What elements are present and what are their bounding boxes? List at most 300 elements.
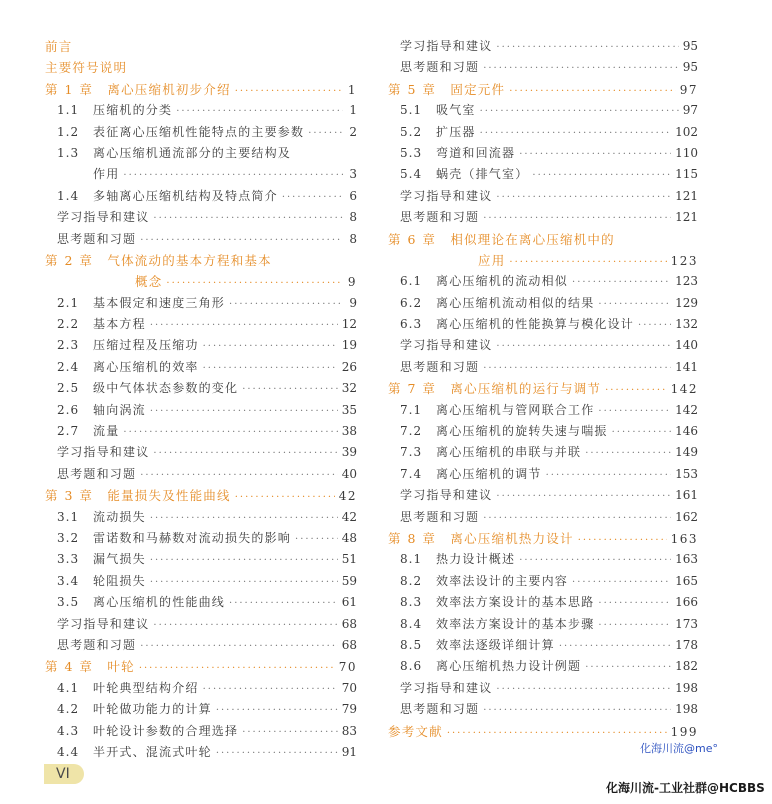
entry-title: 多轴离心压缩机结构及特点简介: [93, 188, 278, 203]
page-ref: 149: [675, 445, 698, 460]
entry-title: 基本方程: [93, 317, 146, 332]
entry-title: 思考题和习题: [400, 359, 480, 374]
toc-entry: [388, 271, 698, 292]
toc-entry: [388, 335, 698, 356]
section-number: 4.2: [57, 702, 80, 717]
entry-title: 吸气室: [436, 103, 476, 118]
entry-title: 弯道和回流器: [436, 145, 516, 160]
entry-title: 压缩过程及压缩功: [93, 338, 199, 353]
entry-title: 思考题和习题: [57, 231, 137, 246]
entry-title: 固定元件: [450, 81, 506, 97]
chapter-number: 第 5 章: [388, 81, 437, 97]
toc-entry: [45, 442, 357, 463]
toc-front-entry: [45, 57, 357, 78]
toc-entry: [388, 485, 698, 506]
toc-entry: [45, 186, 357, 207]
section-number: 1.3: [57, 145, 80, 160]
page-ref: 198: [675, 702, 698, 717]
section-number: 1.2: [57, 124, 80, 139]
page-ref: 12: [341, 317, 357, 332]
page-ref: 146: [675, 424, 698, 439]
entry-title: 离心压缩机的性能换算与模化设计: [436, 317, 635, 332]
toc-entry: [388, 36, 698, 57]
toc-entry: [45, 271, 357, 292]
entry-title: 基本假定和速度三角形: [93, 295, 226, 310]
page-ref: 97: [682, 103, 698, 118]
dot-leader: [598, 401, 671, 421]
page-ref: 199: [670, 724, 698, 739]
page-ref: 59: [341, 573, 357, 588]
page-ref: 129: [675, 295, 698, 310]
dot-leader: [480, 123, 671, 143]
page-ref: 48: [341, 530, 357, 545]
toc-entry: [45, 592, 357, 613]
dot-leader: [242, 722, 338, 742]
page-ref: 42: [338, 489, 357, 504]
dot-leader: [578, 530, 667, 549]
entry-title: 雷诺数和马赫数对流动损失的影响: [93, 530, 292, 545]
page-ref: 19: [341, 338, 357, 353]
dot-leader: [483, 700, 671, 720]
page-ref: 2: [349, 124, 357, 139]
entry-title: 离心压缩机热力设计: [450, 530, 574, 546]
toc-entry: [45, 507, 357, 528]
page-ref: 166: [675, 595, 698, 610]
section-number: 5.1: [400, 103, 423, 118]
section-number: 2.3: [57, 338, 80, 353]
dot-leader: [308, 123, 343, 143]
toc-entry: [45, 464, 357, 485]
dot-leader: [546, 465, 671, 485]
section-number: 8.6: [400, 659, 423, 674]
page-ref: 38: [341, 424, 357, 439]
page-ref: 132: [675, 317, 698, 332]
toc-entry: [388, 314, 698, 335]
toc-entry: [388, 164, 698, 185]
toc-entry: [45, 378, 357, 399]
toc-entry: [388, 614, 698, 635]
toc-entry: [388, 442, 698, 463]
entry-title: 思考题和习题: [400, 702, 480, 717]
chapter-number: 第 4 章: [45, 659, 94, 675]
dot-leader: [598, 294, 671, 314]
page-ref: 123: [675, 274, 698, 289]
dot-leader: [496, 37, 678, 57]
toc-chapter-entry: [388, 721, 698, 742]
entry-title: 学习指导和建议: [400, 39, 493, 53]
section-number: 5.2: [400, 124, 423, 139]
toc-entry: [45, 164, 357, 185]
entry-title: 流动损失: [93, 509, 146, 524]
entry-title: 效率法方案设计的基本思路: [436, 595, 595, 610]
page-ref: 68: [341, 637, 357, 652]
page-ref: 142: [670, 382, 698, 397]
section-number: 3.4: [57, 573, 80, 588]
toc-entry: [388, 186, 698, 207]
dot-leader: [638, 315, 671, 335]
toc-chapter-entry: [388, 528, 698, 549]
entry-title: 离心压缩机的调节: [436, 466, 542, 481]
toc-entry: [45, 635, 357, 656]
chapter-number: 第 6 章: [388, 231, 437, 247]
toc-right-column: [388, 36, 698, 742]
watermark-signature: 化海川流@me°: [640, 742, 718, 755]
toc-entry: [45, 571, 357, 592]
entry-title: 轮阻损失: [93, 573, 146, 588]
page-ref: 70: [341, 680, 357, 695]
chapter-number: 第 1 章: [45, 81, 94, 97]
toc-entry: [388, 464, 698, 485]
toc-chapter-entry: [388, 378, 698, 399]
dot-leader: [150, 508, 338, 528]
toc-entry: [388, 635, 698, 656]
entry-title: 离心压缩机初步介绍: [107, 81, 231, 97]
toc-front-entry: [45, 36, 357, 57]
dot-leader: [123, 422, 337, 442]
page-ref: 123: [670, 253, 698, 268]
toc-entry: [388, 549, 698, 570]
page-ref: 9: [347, 275, 357, 290]
dot-leader: [150, 550, 338, 570]
section-number: 8.2: [400, 573, 423, 588]
toc-left-column: [45, 36, 357, 763]
toc-chapter-entry: [45, 485, 357, 506]
dot-leader: [229, 294, 343, 314]
entry-title: 主要符号说明: [45, 60, 128, 76]
dot-leader: [140, 636, 338, 656]
entry-title: 叶轮设计参数的合理选择: [93, 723, 239, 738]
toc-entry: [388, 421, 698, 442]
entry-title: 蜗壳（排气室）: [436, 167, 529, 182]
page-ref: 162: [675, 509, 698, 524]
entry-title: 学习指导和建议: [400, 488, 493, 503]
toc-entry: [45, 122, 357, 143]
section-number: 2.7: [57, 424, 80, 439]
dot-leader: [166, 273, 343, 292]
entry-title: 应用: [478, 252, 506, 268]
dot-leader: [483, 508, 671, 528]
section-number: 1.1: [57, 103, 80, 118]
dot-leader: [572, 272, 671, 292]
entry-title: 叶轮: [107, 659, 135, 675]
toc-entry: [45, 678, 357, 699]
dot-leader: [598, 615, 671, 635]
section-number: 1.4: [57, 188, 80, 203]
entry-title: 离心压缩机流动相似的结果: [436, 295, 595, 310]
toc-entry: [45, 699, 357, 720]
section-number: 2.4: [57, 359, 80, 374]
dot-leader: [483, 58, 679, 78]
section-number: 7.4: [400, 466, 423, 481]
dot-leader: [612, 422, 671, 442]
dot-leader: [496, 486, 671, 506]
dot-leader: [139, 658, 335, 677]
page-ref: 1: [349, 103, 357, 118]
page-ref: 9: [349, 295, 357, 310]
page-ref: 61: [341, 595, 357, 610]
page-ref: 95: [682, 39, 698, 53]
dot-leader: [605, 380, 666, 399]
page-number: VI: [44, 764, 84, 784]
page-ref: 68: [341, 616, 357, 631]
dot-leader: [480, 101, 679, 121]
dot-leader: [447, 723, 667, 742]
toc-entry: [45, 614, 357, 635]
dot-leader: [153, 208, 343, 228]
entry-title: 级中气体状态参数的变化: [93, 381, 239, 396]
page-ref: 115: [675, 167, 698, 182]
toc-entry: [388, 571, 698, 592]
entry-title: 学习指导和建议: [57, 616, 150, 631]
dot-leader: [585, 657, 671, 677]
dot-leader: [140, 230, 343, 250]
toc-entry: [388, 100, 698, 121]
section-number: 3.2: [57, 530, 80, 545]
dot-leader: [203, 679, 338, 699]
entry-title: 相似理论在离心压缩机中的: [450, 231, 615, 247]
toc-entry: [45, 100, 357, 121]
entry-title: 思考题和习题: [57, 466, 137, 481]
page-ref: 102: [675, 124, 698, 139]
toc-entry: [388, 143, 698, 164]
toc-entry: [45, 357, 357, 378]
toc-entry: [45, 421, 357, 442]
section-number: 4.1: [57, 680, 80, 695]
dot-leader: [203, 336, 338, 356]
toc-chapter-entry: [388, 79, 698, 100]
section-number: 2.1: [57, 295, 80, 310]
dot-leader: [216, 700, 338, 720]
dot-leader: [123, 165, 343, 185]
page-ref: 40: [341, 466, 357, 481]
toc-entry: [388, 592, 698, 613]
page-ref: 6: [349, 188, 357, 203]
page-ref: 141: [675, 359, 698, 374]
toc-entry: [388, 122, 698, 143]
dot-leader: [153, 443, 337, 463]
page-ref: 3: [349, 167, 357, 182]
page-ref: 70: [338, 660, 357, 675]
toc-entry: [45, 549, 357, 570]
dot-leader: [235, 81, 343, 100]
page-ref: 35: [341, 402, 357, 417]
page-ref: 79: [341, 702, 357, 717]
entry-title: 思考题和习题: [400, 210, 480, 225]
page-ref: 182: [675, 659, 698, 674]
page-ref: 8: [349, 210, 357, 225]
entry-title: 能量损失及性能曲线: [107, 488, 231, 504]
section-number: 3.3: [57, 552, 80, 567]
entry-title: 作用: [93, 167, 120, 182]
section-number: 5.4: [400, 167, 423, 182]
toc-entry: [388, 57, 698, 78]
entry-title: 效率法方案设计的基本步骤: [436, 616, 595, 631]
dot-leader: [598, 593, 671, 613]
page-ref: 178: [675, 637, 698, 652]
dot-leader: [150, 572, 338, 592]
entry-title: 参考文献: [388, 723, 443, 739]
toc-entry: [388, 207, 698, 228]
page-ref: 8: [349, 231, 357, 246]
section-number: 6.3: [400, 317, 423, 332]
section-number: 8.1: [400, 552, 423, 567]
entry-title: 叶轮典型结构介绍: [93, 680, 199, 695]
dot-leader: [509, 252, 666, 271]
page-ref: 95: [682, 60, 698, 75]
page-ref: 163: [675, 552, 698, 567]
section-number: 4.4: [57, 744, 80, 759]
section-number: 3.5: [57, 595, 80, 610]
entry-title: 前言: [45, 39, 73, 54]
page-ref: 153: [675, 466, 698, 481]
section-number: 4.3: [57, 723, 80, 738]
entry-title: 漏气损失: [93, 552, 146, 567]
dot-leader: [496, 187, 671, 207]
page-ref: 1: [347, 82, 357, 97]
entry-title: 离心压缩机的效率: [93, 359, 199, 374]
dot-leader: [229, 593, 338, 613]
entry-title: 学习指导和建议: [57, 445, 150, 460]
entry-title: 半开式、混流式叶轮: [93, 744, 212, 759]
toc-chapter-entry: [388, 229, 698, 250]
section-number: 8.4: [400, 616, 423, 631]
toc-entry: [388, 699, 698, 720]
toc-entry: [388, 250, 698, 271]
dot-leader: [216, 743, 338, 763]
page-ref: 110: [675, 145, 698, 160]
page-ref: 39: [341, 445, 357, 460]
dot-leader: [176, 101, 343, 121]
entry-title: 离心压缩机的性能曲线: [93, 595, 226, 610]
entry-title: 气体流动的基本方程和基本: [107, 252, 272, 268]
toc-entry: [388, 293, 698, 314]
dot-leader: [295, 529, 338, 549]
entry-title: 离心压缩机通流部分的主要结构及: [93, 145, 292, 160]
dot-leader: [509, 81, 676, 100]
entry-title: 离心压缩机的流动相似: [436, 274, 569, 289]
dot-leader: [140, 465, 338, 485]
dot-leader: [519, 550, 671, 570]
page-ref: 140: [675, 338, 698, 353]
dot-leader: [559, 636, 671, 656]
page-ref: 32: [341, 381, 357, 396]
toc-entry: [45, 229, 357, 250]
toc-entry: [45, 335, 357, 356]
section-number: 8.5: [400, 637, 423, 652]
toc-entry: [45, 528, 357, 549]
toc-entry: [45, 721, 357, 742]
section-number: 7.2: [400, 424, 423, 439]
toc-chapter-entry: [45, 656, 357, 677]
dot-leader: [483, 358, 671, 378]
entry-title: 学习指导和建议: [57, 210, 150, 225]
dot-leader: [150, 401, 338, 421]
entry-title: 离心压缩机的串联与并联: [436, 445, 582, 460]
toc-entry: [388, 507, 698, 528]
toc-entry: [45, 207, 357, 228]
page-ref: 142: [675, 402, 698, 417]
toc-chapter-entry: [45, 250, 357, 271]
entry-title: 效率法逐级详细计算: [436, 637, 555, 652]
dot-leader: [496, 336, 671, 356]
toc-entry: [45, 742, 357, 763]
entry-title: 概念: [135, 274, 163, 290]
section-number: 7.3: [400, 445, 423, 460]
page-ref: 26: [341, 359, 357, 374]
page-ref: 198: [675, 680, 698, 695]
section-number: 6.2: [400, 295, 423, 310]
entry-title: 扩压器: [436, 124, 476, 139]
entry-title: 思考题和习题: [400, 509, 480, 524]
entry-title: 效率法设计的主要内容: [436, 573, 569, 588]
watermark-site: 化海川流-工业社群@HCBBS: [606, 781, 765, 795]
dot-leader: [519, 144, 671, 164]
dot-leader: [153, 615, 337, 635]
toc-entry: [388, 357, 698, 378]
section-number: 5.3: [400, 145, 423, 160]
page-ref: 91: [341, 744, 357, 759]
entry-title: 热力设计概述: [436, 552, 516, 567]
entry-title: 离心压缩机热力设计例题: [436, 659, 582, 674]
page-ref: 83: [341, 723, 357, 738]
page-ref: 163: [670, 531, 698, 546]
entry-title: 离心压缩机的旋转失速与喘振: [436, 424, 608, 439]
chapter-number: 第 7 章: [388, 381, 437, 397]
entry-title: 压缩机的分类: [93, 103, 173, 118]
toc-entry: [45, 293, 357, 314]
page-ref: 173: [675, 616, 698, 631]
chapter-number: 第 3 章: [45, 488, 94, 504]
dot-leader: [585, 443, 671, 463]
entry-title: 学习指导和建议: [400, 188, 493, 203]
section-number: 6.1: [400, 274, 423, 289]
page-ref: 97: [679, 82, 698, 97]
dot-leader: [483, 208, 671, 228]
entry-title: 学习指导和建议: [400, 338, 493, 353]
section-number: 2.6: [57, 402, 80, 417]
chapter-number: 第 8 章: [388, 530, 437, 546]
dot-leader: [496, 679, 671, 699]
section-number: 7.1: [400, 402, 423, 417]
entry-title: 学习指导和建议: [400, 680, 493, 695]
dot-leader: [242, 379, 338, 399]
entry-title: 离心压缩机与管网联合工作: [436, 402, 595, 417]
page-ref: 51: [341, 552, 357, 567]
section-number: 2.5: [57, 381, 80, 396]
page-ref: 121: [675, 188, 698, 203]
dot-leader: [572, 572, 671, 592]
entry-title: 离心压缩机的运行与调节: [450, 381, 602, 397]
page-ref: 165: [675, 573, 698, 588]
entry-title: 叶轮做功能力的计算: [93, 702, 212, 717]
toc-entry: [45, 143, 357, 164]
section-number: 3.1: [57, 509, 80, 524]
dot-leader: [203, 358, 338, 378]
toc-entry: [388, 678, 698, 699]
toc-chapter-entry: [45, 79, 357, 100]
dot-leader: [150, 315, 338, 335]
page-ref: 42: [341, 509, 357, 524]
dot-leader: [235, 487, 335, 506]
toc-entry: [45, 400, 357, 421]
page-ref: 161: [675, 488, 698, 503]
entry-title: 轴向涡流: [93, 402, 146, 417]
toc-entry: [388, 656, 698, 677]
toc-entry: [45, 314, 357, 335]
chapter-number: 第 2 章: [45, 252, 94, 268]
entry-title: 流量: [93, 424, 120, 439]
entry-title: 思考题和习题: [400, 60, 480, 75]
